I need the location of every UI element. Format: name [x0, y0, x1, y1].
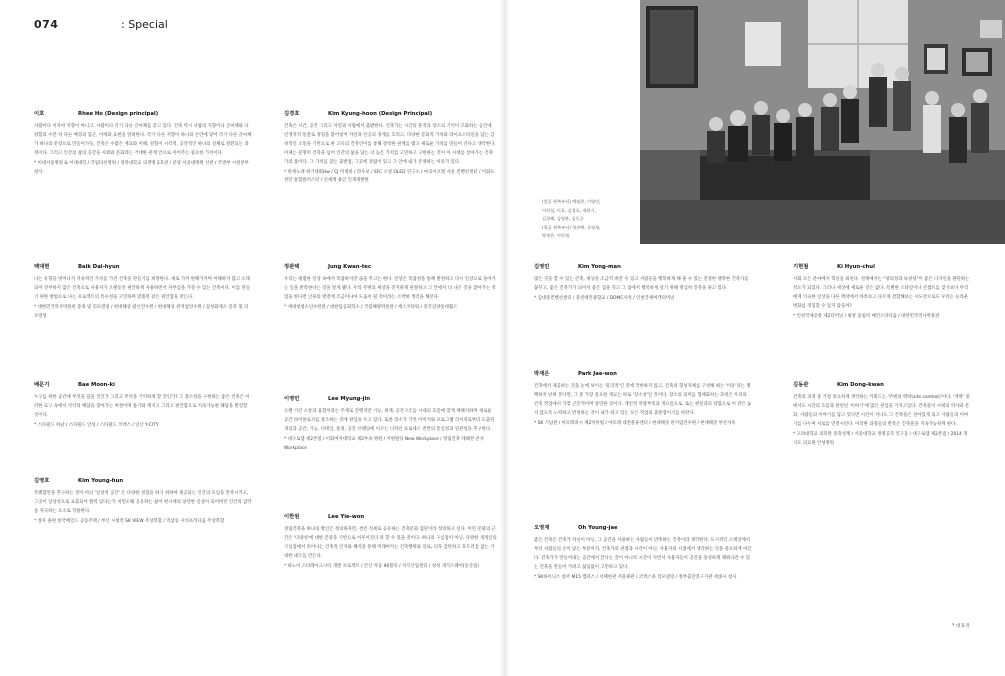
photo-caption: (앞줄 왼쪽부터) 백대현, 이영민, 이현철, 이호, 김경호, 제원기, 김경혜, 김영분, 김동균 (뒷줄 왼쪽부터) 정관택, 오영재, 박재은, 이민재: [542, 199, 601, 239]
bio-works: * 스타필드 하남 / 스타필드 안성 / 스타필드 코엑스 / 일산 Y-CITY: [34, 422, 159, 428]
bio-baik-dai-hyun: [34, 263, 252, 322]
bio-header: [34, 110, 252, 120]
bio-ki-hyun-chul: [793, 263, 971, 322]
bio-kim-kyung-hoon: [284, 110, 497, 186]
bio-text: 많은 것을 할 수 있는 건축, 세상을 조금씩 바꿀 수 있고 사람들을 행복하게 해 줄 수 있는 진정한 행복한 건축가를 꿈꾸고, 좋은 건축가가 되어서 좋은 집을 짓고 그 집에서 행복하게 살기 위해 열심히 건축을 하고 있다.: [534, 277, 749, 291]
bio-name-english: Kim Dong-kwan: [837, 382, 884, 388]
bio-name-english: Kim Young-hun: [78, 478, 124, 484]
bio-works: * SK하이닉스 청주 M15 캠퍼스 / 서체현관 서울최관 / 코엑스몰 리모델링 / 정부출연연구기관 세종시 청사: [534, 574, 737, 580]
bio-name-english: Jung Kwan-tec: [328, 264, 371, 270]
bio-text: 우리는 평범한 일상 속에서 복잡하지만 끊을 무고는 한다. 일상은 복잡성을 통해 발전하고 다시 일상으로 돌아가는 일을 반복한다는 것을 알게 됐다. 우리 주변의 새상을 진지하게 관찰하고 그 안에서 더 나은 것을 찾아가는 적업을 한다면 인류의 발전에 조금이나마 도움이 될 것이라는 소박한 생각을 해본다.: [284, 277, 496, 300]
group-photo: [640, 0, 1005, 244]
bio-works: * SK 기념관 / 아모레퍼시 제2커뮤법 / 아모레 대전물류센터 / 현대해상 관지업연수원 / 현대해상 부산사옥: [534, 420, 736, 426]
bio-text: 건축에서 제공하는 것을 눈에 보이는 '물리적'인 것에 국한하지 않고, 건축의 형성자체를 구성해 최는 '이유'라는 명백하지 낱혀 본다면, 그 중 가장 중요한 재료는 바로 '장소성'일 것이다. 장소의 의미를 형태화하는 과정은 우리의 건축 작업에서 가장 근본적이며 당연한 것이다. 개인적 역량부족과 개으름으로, 또는 현실과의 타협으로 이 같은 놓지 않도록 노력하고 반성하는 것이 내가 하고 있는 모든 작업의 출발점이기를 바란다.: [534, 384, 752, 416]
bio-header: [284, 395, 497, 405]
bio-works: * 관세노대 위기대회Hw / CJ 미생비 / 라우보 / SFC 오창 OLED 연구소 / 마곡이포텔 서울 컨벤션센터 / 이화도 천안 통합클러스터 / 신세계 용인 인재개발원: [284, 169, 495, 184]
bio-works: * 창우 용현 한국베일드 공동주택 / 부산 시청역 SK VIEW 주상복합 / 역삼동 시티프라디움 주상복합: [34, 518, 225, 524]
bio-kim-young-hun: [34, 477, 252, 527]
bio-bae-moon-ki: [34, 381, 252, 431]
bio-name-korean: 김영민: [534, 264, 550, 270]
bio-header: [534, 263, 752, 273]
bio-name-english: Kim Yong-man: [578, 264, 621, 270]
bio-header: [534, 524, 752, 534]
bio-header: [793, 381, 971, 391]
bio-text: 건축의 과정 중 가장 중요하게 생각하는 키워드는 '주변의 맥락(site context)'이다. '맥락' 중에서도 시간의 흐름과 관련된 '이야기'에 많은 관심을 가지고있다. 건축물이 시대의 역사와 문화, 사람들의 이야기를 담고 있다면 시간이 지나도 그 건축물은 살아있게 되고 사람들과 이야기를 나누며 서로를 연결시킨다. 이러한 과정들의 반복은 건축물을 지속가능하게 한다.: [793, 395, 970, 427]
bio-name-english: Park Jae-won: [578, 371, 617, 377]
bio-works: * 고려대학교 의학관 증축설계 / 서울대학교 생명공학 연구동 / 대구로템 제2본점 / 2014 경기도 의료원 안성병원: [793, 431, 968, 446]
bio-text: 건축은 시간, 공간 그리고 자연과 사람에서 출발한다. 건축가는 시간의 흔적과 장소의 기억이 조화하는 공간에 인생적적 통찰로 경험을 불어넣어 자연과 인공의 경계를 흐리고, 다양한 문화적 가치와 라이프스타일을 담는 감성적인 소통을 기반으로 한 고유의 건축언어를 통해 강력한 관계를 맺고 새로운 가치를 만들어 간다고 생각한다. 이제는 분명히 건축을 넘어 인간의 삶을 담는 더 높은 가치를 고민하고 구현하는 것이 이 시대를 살아가는 건축가의 몫이다. 그 가치를 찾는 출발점, 그곳에 정림이 있고 그 안에 내가 존재하는 이유가 있다.: [284, 124, 496, 165]
bio-name-english: Oh Young-jae: [578, 525, 618, 531]
bio-name-korean: 기현철: [793, 264, 809, 270]
bio-works: * 김대중컨벤션센터 / 충전대흥종합교 / DDMC사옥 / 인천국제여객터미널: [534, 295, 675, 301]
bio-name-korean: 오영재: [534, 525, 550, 531]
bio-name-english: Kim Kyung-hoon (Design Principal): [328, 111, 433, 117]
bio-park-jae-won: [534, 370, 752, 429]
bio-kim-dong-kwan: [793, 381, 971, 448]
bio-works: * 세대청청소년수련관 / 대한임공화학소 / 국립해양박물관 / 세스코타워 / 중국심양롯데월드: [284, 304, 458, 310]
bio-name-korean: 이한원: [284, 514, 300, 520]
bio-header: [284, 513, 497, 523]
bio-name-korean: 이호: [34, 111, 45, 117]
bio-rhee-ho: [34, 110, 252, 177]
bio-works: * 하노이 스타레이크시티 개발 프로젝트 / 안산 자동 90블록 / 지식산업센터 / 성성 개가스퀘어(동산점): [284, 563, 479, 569]
bio-name-korean: 김영호: [34, 478, 50, 484]
bio-name-english: Lee Yie-won: [328, 514, 365, 520]
bio-text: 좋은 건축은 건축가 자신이 아닌, 그 공간을 사용하는 사람들이 만족하는 건축이라 생각한다. 도시적인 스케일에서부터 사람들의 손이 닿는 부분까지, 건축가의 관점과 시각이 아닌, 사용자의 시점에서 생각하는 것을 중요하게 여긴다. 건축가가 만들어내는 공간에서 끝나는 것이 아니라 시간이 지면서 사용자들이 공간을 풍성하게 채워나갈 수 있는 건축을 만들어 가려고 끊임없이 고민하고 있다.: [534, 538, 752, 570]
bio-name-korean: 김동관: [793, 382, 809, 388]
bio-header: [534, 370, 752, 380]
bio-name-english: Baik Dai-hyun: [78, 264, 120, 270]
bio-text: 누구를 위한 공간에 무엇을 담을 것인가 그리고 무엇을 기억하게 할 것인가? 그 장소성을 구현하는 좋은 건축은 이러한 묘구 속에서 각각의 해답을 찾아가는 여정이며 틀기와 깨지고 그러고 편안함으로 지속가능한 해답을 발견할 것이다.: [34, 395, 250, 418]
bio-header: [34, 381, 252, 391]
bio-name-korean: 박재은: [534, 371, 550, 377]
bio-header: [34, 263, 252, 273]
bio-text: 특별함만을 추구하는 것이 아닌 '일상적 공간' 은 다양한 경험을 하기 위하여 제공되는 인간의 모임을 만족시키고, 그곳이 일상성으로 표출되어 활력 있다는가 치면소웨 공유하는 삶이 현시대의 당연한 일상이 되어버린 인간의 감각을 자극하는 요소로 작용한다.: [34, 491, 252, 514]
bio-header: [34, 477, 252, 487]
page-number: 074: [34, 18, 59, 31]
bio-works: * 대구로템 제2본점 / 이화여자대학교 제2부속 병원 / 서원빌딩 New Workplace / 정림건축 테헤란 본사 Workplace: [284, 436, 484, 451]
bio-header: [284, 110, 497, 120]
bio-lee-myung-jin: [284, 395, 497, 454]
bio-name-english: Bae Moon-ki: [78, 382, 115, 388]
bio-name-english: Lee Myung-jin: [328, 396, 371, 402]
bio-kim-yong-man: [534, 263, 752, 304]
bio-name-korean: 백대현: [34, 264, 50, 270]
bio-name-korean: 배문기: [34, 382, 50, 388]
bio-lee-yie-won: [284, 513, 497, 572]
bio-text: 사람이다 이자야 지향이 아니고, 사람이다 각기 다른 글씨체를 갖고 있다. 건축 역시 사람의 지향이나 글씨체와 다양함의 수만 치 다른 배경과 힘근, 이에와 표현을 알려한다. 각기 다른 지향이 하나의 손안에 닿어 각기 다른 글씨체가 하나의 문장으로 만들어가듯, 건축은 수많은 재교와 이해, 설형이 시각적, 공간적인 하나의 실체로 전환되는 과정이다. 그리고 인간의 삶의 공간을 사회와 문화라는 거대한 관계 안으로 이어주는 중요한 가치이다.: [34, 124, 252, 156]
bio-works: * 이대서울병원 & 이대대학 / 국립타선병원 / 경북대학교 의생명 2호관 / 분당 서울대병원 신관 / 국방부 시설본부청사: [34, 160, 249, 175]
footnote: * 대표작: [952, 624, 970, 629]
bio-text: 정림건축을 하나의 방인은 정의하자면, 결런 직세로 공유하는 건축문화 집단이라 정의하고 싶다. 이런 문화의 근간은 '다양성'에 대한 존중을 기반으로 이루어진다 라 할 수 있을 것이다. 하나의 구심점이 아닌, 다양한 개개인의 구심점에서 피어나는 건축적 인지와 해석을 통해 미래여지는 건축행위와 일로, 더욱 감탄하고 호트러짐 없는 거대한 대오를 만든다.: [284, 527, 497, 559]
bio-name-english: Rhee Ho (Design principal): [78, 111, 159, 117]
bio-header: [284, 263, 497, 273]
bio-oh-young-jae: [534, 524, 752, 583]
bio-works: * 인천국제공항 제2터미널 / 평창 올림픽 메인스타디움 / 대한민국역사박물관: [793, 313, 940, 319]
page-spine: [500, 0, 510, 676]
bio-name-korean: 이영민: [284, 396, 300, 402]
bio-name-korean: 정관택: [284, 264, 300, 270]
bio-text: 오랜 기간 소통과 융합이라는 주제로 진행지만 기능, 위계, 공간구조를 시대의 흐름에 맞게 재해석하며 새로운 공간 타이폴로지를 창조하는 것에 관심을 두고 있다. 또한 장소가 가진 이미지와 프로그램 리서치로부터 도출된 개념과 공간, 기능, 디테일, 물성, 공간 브랜딩에 이르는 디자인 프로세스 전반의 통일성과 일관성을 추구한다.: [284, 409, 495, 432]
bio-works: * 대한민국역사박물관 증축 및 리모델링 / 현대해상 광산연수원 / 현대해상 관지업연수원 / 삼성화재소 증축 및 리모델링: [34, 304, 249, 319]
bio-name-korean: 김경호: [284, 111, 300, 117]
bio-header: [793, 263, 971, 273]
bio-text: 나는 유형을 벗어나지 지속적인 가치를 가진 건축을 만들기를 희망한다. 새로 가끼 변해가지며 이해하지 않고 오래되어 진부하지 않은 건축으로 사용자가 오랜동안 편안하게 사용하면서 자부심을 가질 수 있는 건축이다. 이를 만들기 위한 방법으로 나는 프로젝트의 특수성을 고민하며 맞춤복 같은 편안함을 만든다.: [34, 277, 251, 300]
bio-name-english: Ki Hyun-chul: [837, 264, 875, 270]
bio-text: 사회 모든 분야에서 혁신을 외친다. 설계에서는 "창의성과 독창성"이 좋은 디자인을 판단하는 척도가 되었다. 그러나 세상에 새로운 것은 없다. 특별한 스타일이나 콘셉트를 찾기보다 무리에게 익숙한 일상을 다른 맥락에서 바라보고 다르게 결합해보는 시도만으로도 우리는 놀라운 변화를 경험할 수 있지 않을까?: [793, 277, 970, 309]
section-title: : Special: [121, 18, 168, 31]
bio-jung-kwan-tec: [284, 263, 497, 313]
